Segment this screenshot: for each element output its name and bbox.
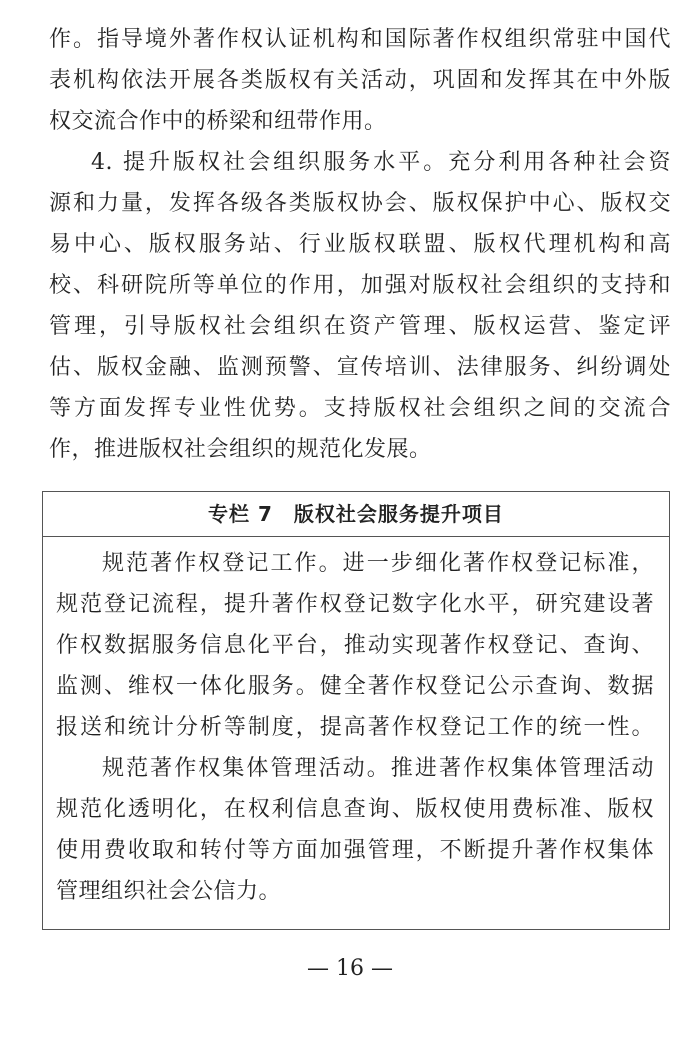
text-line: 权交流合作中的桥梁和纽带作用。 — [49, 109, 387, 134]
text-line: 估、版权金融、监测预警、宣传培训、法律服务、纠纷调处 — [49, 355, 671, 380]
column-box — [42, 491, 670, 930]
box-text-line: 规范著作权集体管理活动。推进著作权集体管理活动 — [102, 756, 654, 781]
box-text-line: 规范化透明化，在权利信息查询、版权使用费标准、版权 — [56, 797, 654, 822]
box-text-line: 使用费收取和转付等方面加强管理，不断提升著作权集体 — [56, 838, 654, 863]
column-title: 专栏 7 版权社会服务提升项目 — [43, 492, 669, 537]
page-number: — 16 — — [307, 956, 393, 981]
box-text-line: 报送和统计分析等制度，提高著作权登记工作的统一性。 — [56, 715, 654, 740]
box-text-line: 监测、维权一体化服务。健全著作权登记公示查询、数据 — [56, 674, 654, 699]
text-line: 作。指导境外著作权认证机构和国际著作权组织常驻中国代 — [49, 27, 671, 52]
box-text-line: 规范登记流程，提升著作权登记数字化水平，研究建设著 — [56, 592, 654, 617]
text-line: 管理，引导版权社会组织在资产管理、版权运营、鉴定评 — [49, 314, 671, 339]
text-line: 表机构依法开展各类版权有关活动，巩固和发挥其在中外版 — [49, 68, 671, 93]
text-line: 等方面发挥专业性优势。支持版权社会组织之间的交流合 — [49, 396, 671, 421]
text-line: 源和力量，发挥各级各类版权协会、版权保护中心、版权交 — [49, 191, 671, 216]
text-line: 作，推进版权社会组织的规范化发展。 — [49, 437, 432, 462]
box-text-line: 规范著作权登记工作。进一步细化著作权登记标准， — [102, 551, 654, 576]
text-line: 易中心、版权服务站、行业版权联盟、版权代理机构和高 — [49, 232, 671, 257]
text-line: 校、科研院所等单位的作用，加强对版权社会组织的支持和 — [49, 273, 671, 298]
box-text-line: 管理组织社会公信力。 — [56, 879, 282, 904]
text-line: 4. 提升版权社会组织服务水平。充分利用各种社会资 — [91, 150, 671, 175]
box-text-line: 作权数据服务信息化平台，推动实现著作权登记、查询、 — [56, 633, 654, 658]
